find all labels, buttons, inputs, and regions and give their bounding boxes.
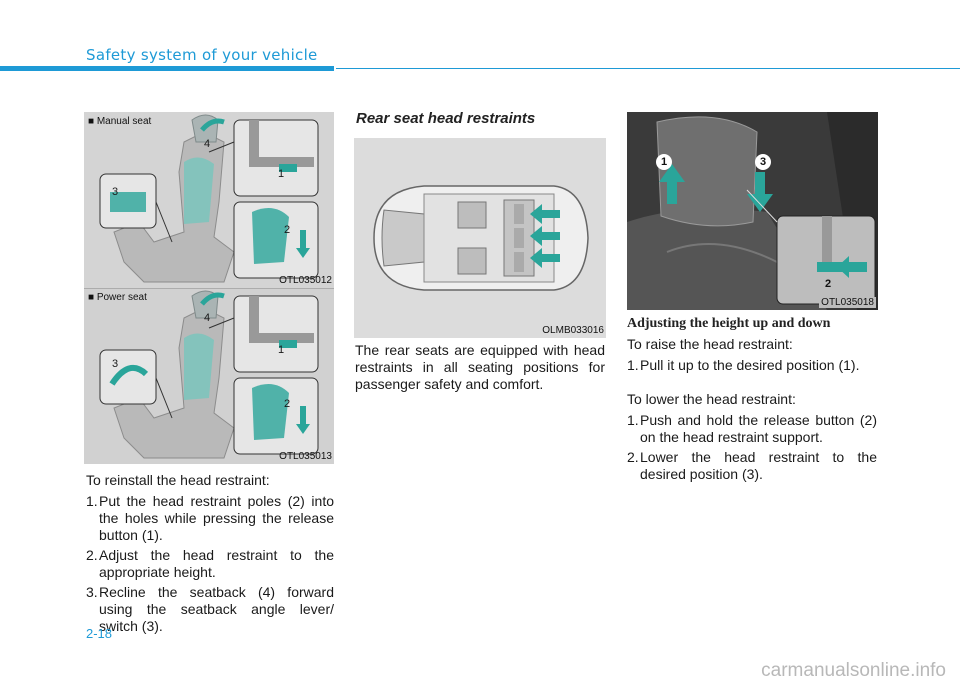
list-item	[86, 584, 334, 635]
callout-4: 4	[204, 138, 211, 150]
step-number: 2.	[627, 449, 639, 465]
list-item	[86, 493, 334, 544]
lower-intro: To lower the head restraint:	[627, 391, 796, 407]
list-item	[627, 357, 877, 374]
figure-code: OTL035013	[279, 451, 332, 462]
callout-1: 1	[278, 168, 285, 180]
figure-tag: ■ Manual seat	[88, 116, 152, 127]
header-rule-thin	[336, 68, 960, 69]
rear-section-body: The rear seats are equipped with head restraints in all seating positions for passenger safety and comfort.	[355, 342, 605, 392]
list-item	[627, 449, 877, 483]
figure-power-seat	[84, 288, 334, 464]
step-text: Recline the seatback (4) forward using the seatback angle lever/ switch (3).	[99, 584, 334, 634]
figure-code: OLMB033016	[542, 325, 604, 336]
step-text: Put the head restraint poles (2) into the holes while pressing the release button (1).	[99, 493, 334, 543]
reinstall-intro: To reinstall the head restraint:	[86, 472, 270, 488]
callout-1: 1	[656, 154, 672, 170]
step-text: Push and hold the release button (2) on the head restraint support.	[640, 412, 877, 445]
step-number: 1.	[86, 493, 98, 509]
step-number: 1.	[627, 357, 639, 373]
watermark: carmanualsonline.info	[761, 660, 946, 681]
list-item	[86, 547, 334, 581]
figure-height-adjust	[627, 112, 878, 310]
callout-2: 2	[284, 224, 291, 236]
callout-3: 3	[755, 154, 771, 170]
raise-intro: To raise the head restraint:	[627, 336, 793, 352]
lower-steps	[627, 412, 877, 483]
page-number: 2-18	[86, 626, 113, 641]
adjust-section-title: Adjusting the height up and down	[627, 316, 831, 331]
step-number: 2.	[86, 547, 98, 563]
step-number: 3.	[86, 584, 98, 600]
list-item	[627, 412, 877, 446]
step-text: Pull it up to the desired position (1).	[640, 357, 860, 373]
section-header-title: Safety system of your vehicle	[86, 46, 318, 64]
figure-manual-seat	[84, 112, 334, 288]
reinstall-steps	[86, 493, 334, 635]
figure-rear-seats	[354, 138, 606, 338]
figure-code: OTL035018	[821, 297, 874, 308]
rear-section-title: Rear seat head restraints	[356, 110, 536, 127]
figure-tag: ■ Power seat	[88, 292, 147, 303]
step-number: 1.	[627, 412, 639, 428]
callout-2: 2	[825, 278, 832, 290]
step-text: Lower the head restraint to the desired position (3).	[640, 449, 877, 482]
step-text: Adjust the head restraint to the appropriate height.	[99, 547, 334, 580]
callout-3: 3	[112, 358, 119, 370]
reinstall-instructions	[86, 472, 334, 638]
callout-1: 1	[278, 344, 285, 356]
adjust-instructions	[627, 336, 877, 486]
figure-code: OTL035012	[279, 275, 332, 286]
raise-steps	[627, 357, 877, 374]
callout-4: 4	[204, 312, 211, 324]
callout-2: 2	[284, 398, 291, 410]
callout-3: 3	[112, 186, 119, 198]
header-rule-thick	[0, 66, 334, 71]
